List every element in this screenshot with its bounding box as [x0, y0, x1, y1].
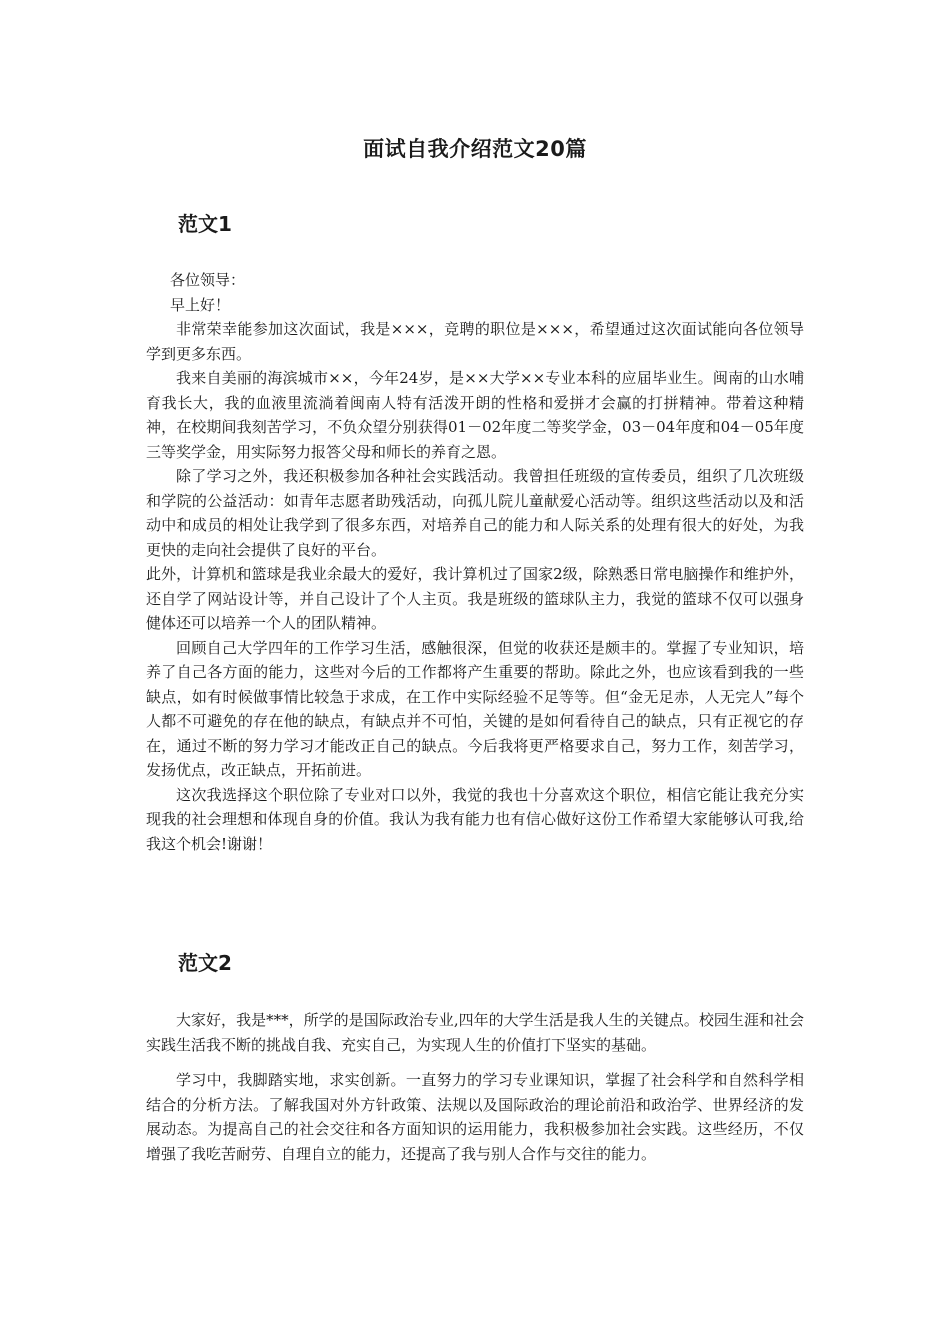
body-paragraph: 我来自美丽的海滨城市××，今年24岁，是××大学××专业本科的应届毕业生。闽南的山水哺育我长大，我的血液里流淌着闽南人特有活泼开朗的性格和爱拼才会赢的打拼精神。带着这种精神，在校期间我刻苦学习，不负众望分别获得01－02年度二等奖学金，03－04年度和04－05年度三等奖学金，用实际努力报答父母和师长的养育之恩。: [146, 369, 804, 461]
body-paragraph: 回顾自己大学四年的工作学习生活，感触很深，但觉的收获还是颇丰的。掌握了专业知识，培养了自己各方面的能力，这些对今后的工作都将产生重要的帮助。除此之外，也应该看到我的一些缺点，如有时候做事情比较急于求成，在工作中实际经验不足等等。但“金无足赤，人无完人”每个人都不可避免的存在他的缺点，有缺点并不可怕，关键的是如何看待自己的缺点，只有正视它的存在，通过不断的努力学习才能改正自己的缺点。今后我将更严格要求自己，努力工作，刻苦学习，发扬优点，改正缺点，开拓前进。: [146, 638, 804, 779]
body-paragraph: 学习中，我脚踏实地，求实创新。一直努力的学习专业课知识，掌握了社会科学和自然科学相结合的分析方法。了解我国对外方针政策、法规以及国际政治的理论前沿和政治学、世界经济的发展动态。为提高自己的社会交往和各方面知识的运用能力，我积极参加社会实践。这些经历，不仅增强了我吃苦耐劳、自理自立的能力，还提高了我与别人合作与交往的能力。: [146, 1071, 804, 1163]
body-paragraph: 非常荣幸能参加这次面试，我是×××，竞聘的职位是×××，希望通过这次面试能向各位领导学到更多东西。: [146, 320, 804, 363]
salutation: 各位领导：: [170, 271, 246, 289]
document-title: 面试自我介绍范文20篇: [363, 137, 587, 161]
body-paragraph: 除了学习之外，我还积极参加各种社会实践活动。我曾担任班级的宣传委员，组织了几次班级和学院的公益活动：如青年志愿者助残活动，向孤儿院儿童献爱心活动等。组织这些活动以及和活动中和成员的相处让我学到了很多东西，对培养自己的能力和人际关系的处理有很大的好处，为我更快的走向社会提供了良好的平台。: [146, 467, 804, 559]
section-heading: 范文1: [178, 212, 232, 236]
section-heading: 范文2: [178, 951, 232, 975]
body-paragraph: 大家好，我是***，所学的是国际政治专业,四年的大学生活是我人生的关键点。校园生涯和社会实践生活我不断的挑战自我、充实自己，为实现人生的价值打下坚实的基础。: [146, 1011, 804, 1054]
section-body: [146, 1008, 804, 1166]
body-paragraph: 此外，计算机和篮球是我业余最大的爱好，我计算机过了国家2级，除熟悉日常电脑操作和维护外，还自学了网站设计等，并自己设计了个人主页。我是班级的篮球队主力，我觉的篮球不仅可以强身健体还可以培养一个人的团队精神。: [146, 565, 804, 632]
greeting-line: 早上好！: [170, 295, 231, 314]
body-paragraph: 这次我选择这个职位除了专业对口以外，我觉的我也十分喜欢这个职位，相信它能让我充分实现我的社会理想和体现自身的价值。我认为我有能力也有信心做好这份工作希望大家能够认可我,给我这个机会!谢谢！: [146, 785, 804, 853]
section-body: [146, 268, 804, 856]
